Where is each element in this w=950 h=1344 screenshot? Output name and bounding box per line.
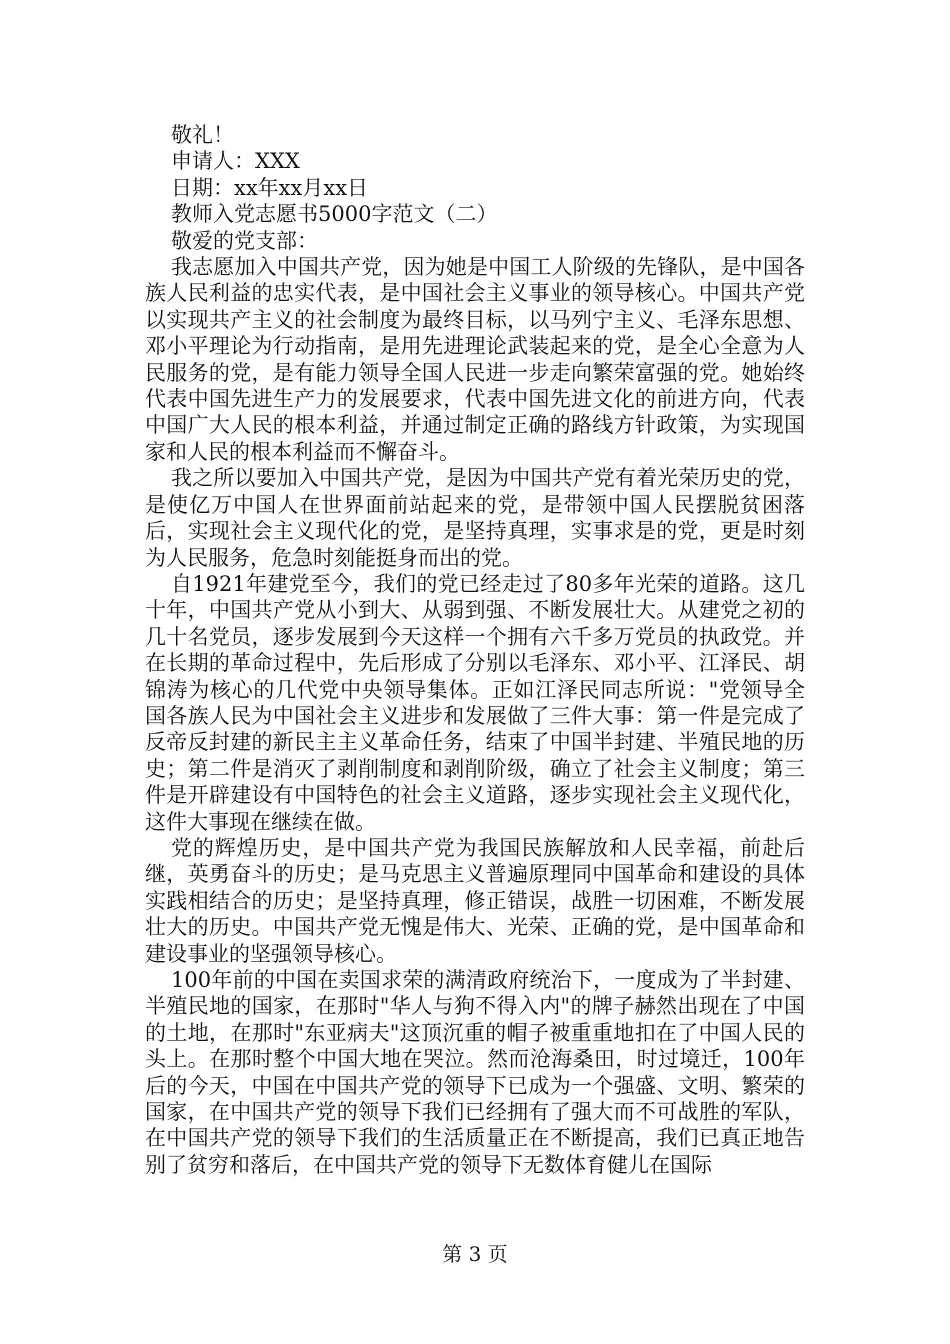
document-title: 教师入党志愿书5000字范文（二）	[171, 202, 498, 227]
salutation-line: 敬爱的党支部：	[171, 228, 318, 253]
paragraph: 党的辉煌历史，是中国共产党为我国民族解放和人民幸福，前赴后继，英勇奋斗的历史；是马克思主义普遍原理同中国革命和建设的具体实践相结合的历史；是坚持真理，修正错误，战胜一切困难，不断发展壮大的历史。中国共产党无愧是伟大、光荣、正确的党，是中国革命和建设事业的坚强领导核心。	[145, 835, 805, 966]
closing-line: 敬礼！	[171, 123, 234, 147]
paragraph: 我志愿加入中国共产党，因为她是中国工人阶级的先锋队，是中国各族人民利益的忠实代表，是中国社会主义事业的领导核心。中国共产党以实现共产主义的社会制度为最终目标，以马列宁主义、毛泽东思想、邓小平理论为行动指南，是用先进理论武装起来的党，是全心全意为人民服务的党，是有能力领导全国人民进一步走向繁荣富强的党。她始终代表中国先进生产力的发展要求，代表中国先进文化的前进方向，代表中国广大人民的根本利益，并通过制定正确的路线方针政策，为实现国家和人民的根本利益而不懈奋斗。	[145, 255, 805, 464]
paragraph: 100年前的中国在卖国求荣的满清政府统治下，一度成为了半封建、半殖民地的国家，在那时"华人与狗不得入内"的牌子赫然出现在了中国的土地，在那时"东亚病夫"这顶沉重的帽子被重重地扣在了中国人民的头上。在那时整个中国大地在哭泣。然而沧海桑田，时过境迁，100年后的今天，中国在中国共产党的领导下已成为一个强盛、文明、繁荣的国家，在中国共产党的领导下我们已经拥有了强大而不可战胜的军队，在中国共产党的领导下我们的生活质量正在不断提高，我们已真正地告别了贫穷和落后，在中国共产党的领导下无数体育健儿在国际	[145, 968, 805, 1177]
date-line: 日期：xx年xx月xx日	[171, 175, 369, 200]
document-body	[145, 122, 805, 1178]
page-number: 第 3 页	[442, 1242, 508, 1266]
paragraph: 自1921年建党至今，我们的党已经走过了80多年光荣的道路。这几十年，中国共产党从小到大、从弱到强、不断发展壮大。从建党之初的几十名党员，逐步发展到今天这样一个拥有六千多万党员的执政党。并在长期的革命过程中，先后形成了分别以毛泽东、邓小平、江泽民、胡锦涛为核心的几代党中央领导集体。正如江泽民同志所说："党领导全国各族人民为中国社会主义进步和发展做了三件大事：第一件是完成了反帝反封建的新民主主义革命任务，结束了中国半封建、半殖民地的历史；第二件是消灭了剥削制度和剥削阶级，确立了社会主义制度；第三件是开辟建设有中国特色的社会主义道路，逐步实现社会主义现代化，这件大事现在继续在做。	[145, 571, 805, 834]
paragraph: 我之所以要加入中国共产党，是因为中国共产党有着光荣历史的党，是使亿万中国人在世界面前站起来的党，是带领中国人民摆脱贫困落后，实现社会主义现代化的党，是坚持真理，实事求是的党，更是时刻为人民服务，危急时刻能挺身而出的党。	[145, 466, 805, 570]
applicant-line: 申请人：XXX	[171, 149, 300, 174]
